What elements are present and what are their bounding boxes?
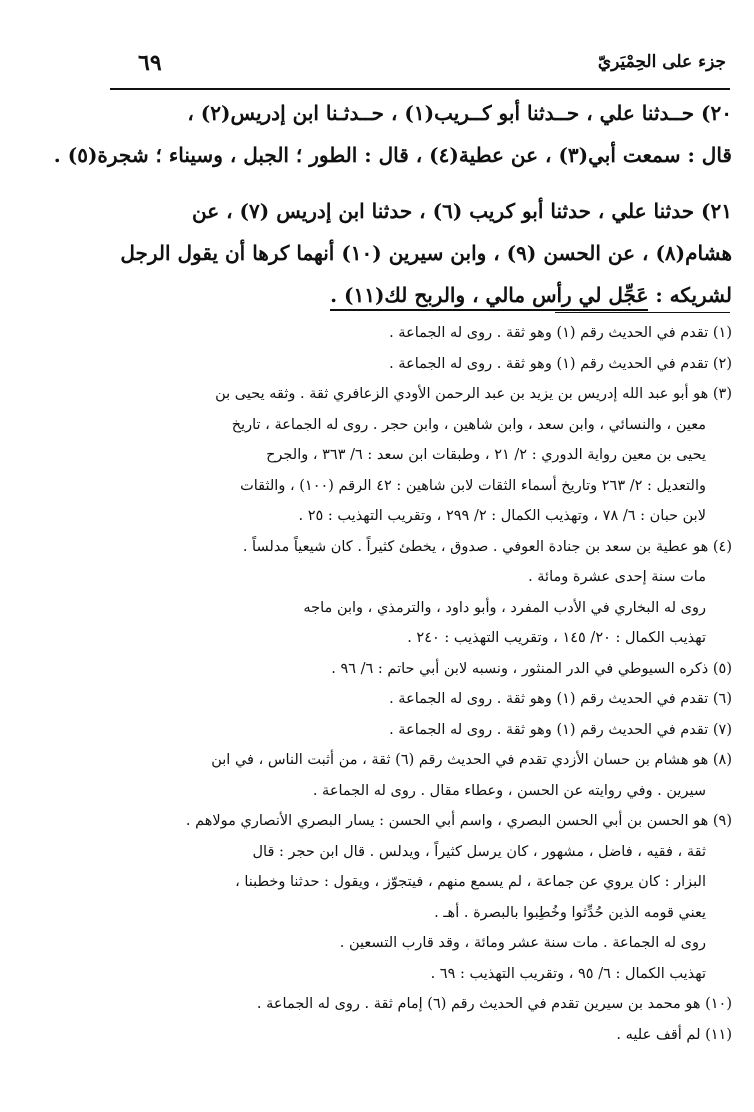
footnote-line: (٥) ذكره السيوطي في الدر المنثور ، ونسبه لابن أبي حاتم : ٦/ ٩٦ . <box>331 660 732 677</box>
footnote-line: (٣) هو أبو عبد الله إدريس بن يزيد بن عبد الرحمن الأودي الزعافري ثقة . وثقه يحيى بن <box>215 386 732 402</box>
header-rule <box>110 88 730 90</box>
footnote-separator <box>555 312 730 313</box>
footnote-line: تهذيب الكمال : ٢٠/ ١٤٥ ، وتقريب التهذيب : ٢٤٠ . <box>407 630 706 646</box>
footnote-line: ثقة ، فقيه ، فاضل ، مشهور ، كان يرسل كثيراً ، ويدلس . قال ابن حجر : قال <box>252 843 706 860</box>
footnote-line: معين ، والنسائي ، وابن سعد ، وابن شاهين ، وابن حجر . روى له الجماعة ، تاريخ <box>231 416 706 433</box>
hadith-20 <box>53 92 732 176</box>
footnote-line: (٨) هو هشام بن حسان الأزدي تقدم في الحديث رقم (٦) ثقة ، من أثبت الناس ، في ابن <box>211 752 732 768</box>
footnote-line: (٩) هو الحسن بن أبي الحسن البصري ، واسم أبي الحسن : يسار البصري الأنصاري مولاهم . <box>185 813 732 829</box>
footnote-6 <box>100 684 732 715</box>
footnote-line: تهذيب الكمال : ٦/ ٩٥ ، وتقريب التهذيب : ٦٩ . <box>430 965 706 982</box>
hadith-line <box>104 274 732 316</box>
footnote-8 <box>100 745 732 806</box>
hadith-line: قال : سمعت أبي(٣) ، عن عطية(٤) ، قال : الطور ؛ الجبل ، وسيناء ؛ شجرة(٥) . <box>53 143 732 167</box>
footnote-10 <box>100 989 732 1020</box>
footnote-line: (٧) تقدم في الحديث رقم (١) وهو ثقة . روى له الجماعة . <box>389 721 732 738</box>
footnote-line: روى له البخاري في الأدب المفرد ، وأبو داود ، والترمذي ، وابن ماجه <box>303 599 706 616</box>
hadith-line: هشام(٨) ، عن الحسن (٩) ، وابن سيرين (١٠) أنهما كرها أن يقول الرجل <box>120 241 732 265</box>
hadith-text: لشريكه : <box>648 283 732 307</box>
hadith-line: ٢١) حدثنا علي ، حدثنا أبو كريب (٦) ، حدثنا ابن إدريس (٧) ، عن <box>192 199 732 223</box>
footnote-line: (٦) تقدم في الحديث رقم (١) وهو ثقة . روى له الجماعة . <box>389 691 732 707</box>
footnote-line: (٤) هو عطية بن سعد بن جنادة العوفي . صدوق ، يخطئ كثيراً . كان شيعياً مدلساً . <box>242 538 732 555</box>
footnote-line: لابن حبان : ٦/ ٧٨ ، وتهذيب الكمال : ٢/ ٢٩٩ ، وتقريب التهذيب : ٢٥ . <box>298 508 706 524</box>
running-title: جزء على الحِمْيَريّ <box>597 52 726 72</box>
footnote-line: يحيى بن معين رواية الدوري : ٢/ ٢١ ، وطبقات ابن سعد : ٦/ ٣٦٣ ، والجرح <box>266 447 706 463</box>
hadith-line: ٢٠) حــدثنا علي ، حــدثنا أبو كــريب(١) ، حــدثـنا ابن إدريس(٢) ، <box>187 101 732 125</box>
footnote-line: (٢) تقدم في الحديث رقم (١) وهو ثقة . روى له الجماعة . <box>389 355 732 372</box>
footnote-2 <box>100 349 732 380</box>
footnote-line: (١) تقدم في الحديث رقم (١) وهو ثقة . روى له الجماعة . <box>389 325 732 341</box>
footnote-line: سيرين . وفي روايته عن الحسن ، وعطاء مقال . روى له الجماعة . <box>312 782 706 799</box>
footnotes <box>100 318 732 1050</box>
hadith-21 <box>104 190 732 316</box>
footnote-line: (١١) لم أقف عليه . <box>616 1026 732 1043</box>
footnote-5 <box>100 654 732 685</box>
main-text <box>53 92 732 330</box>
footnote-line: روى له الجماعة . مات سنة عشر ومائة ، وقد قارب التسعين . <box>339 935 706 951</box>
footnote-line: (١٠) هو محمد بن سيرين تقدم في الحديث رقم (٦) إمام ثقة . روى له الجماعة . <box>256 996 732 1012</box>
footnote-9 <box>100 806 732 989</box>
footnote-11 <box>100 1020 732 1051</box>
page-number: ٦٩ <box>138 50 162 76</box>
footnote-4 <box>100 532 732 654</box>
underlined-saying: عَجِّل لي رأس مالي ، والربح لك(١١) . <box>330 283 648 311</box>
footnote-line: مات سنة إحدى عشرة ومائة . <box>528 569 706 585</box>
footnote-line: البزار : كان يروي عن جماعة ، لم يسمع منهم ، فيتجوّز ، ويقول : حدثنا وخطبنا ، <box>235 874 706 890</box>
footnote-line: والتعديل : ٢/ ٢٦٣ وتاريخ أسماء الثقات لابن شاهين : ٤٢ الرقم (١٠٠) ، والثقات <box>240 477 706 494</box>
footnote-3 <box>100 379 732 532</box>
footnote-1 <box>100 318 732 349</box>
page-header <box>110 46 730 86</box>
footnote-line: يعني قومه الذين حُدِّثوا وخُطِبوا بالبصرة . أهـ . <box>434 904 706 921</box>
footnote-7 <box>100 715 732 746</box>
